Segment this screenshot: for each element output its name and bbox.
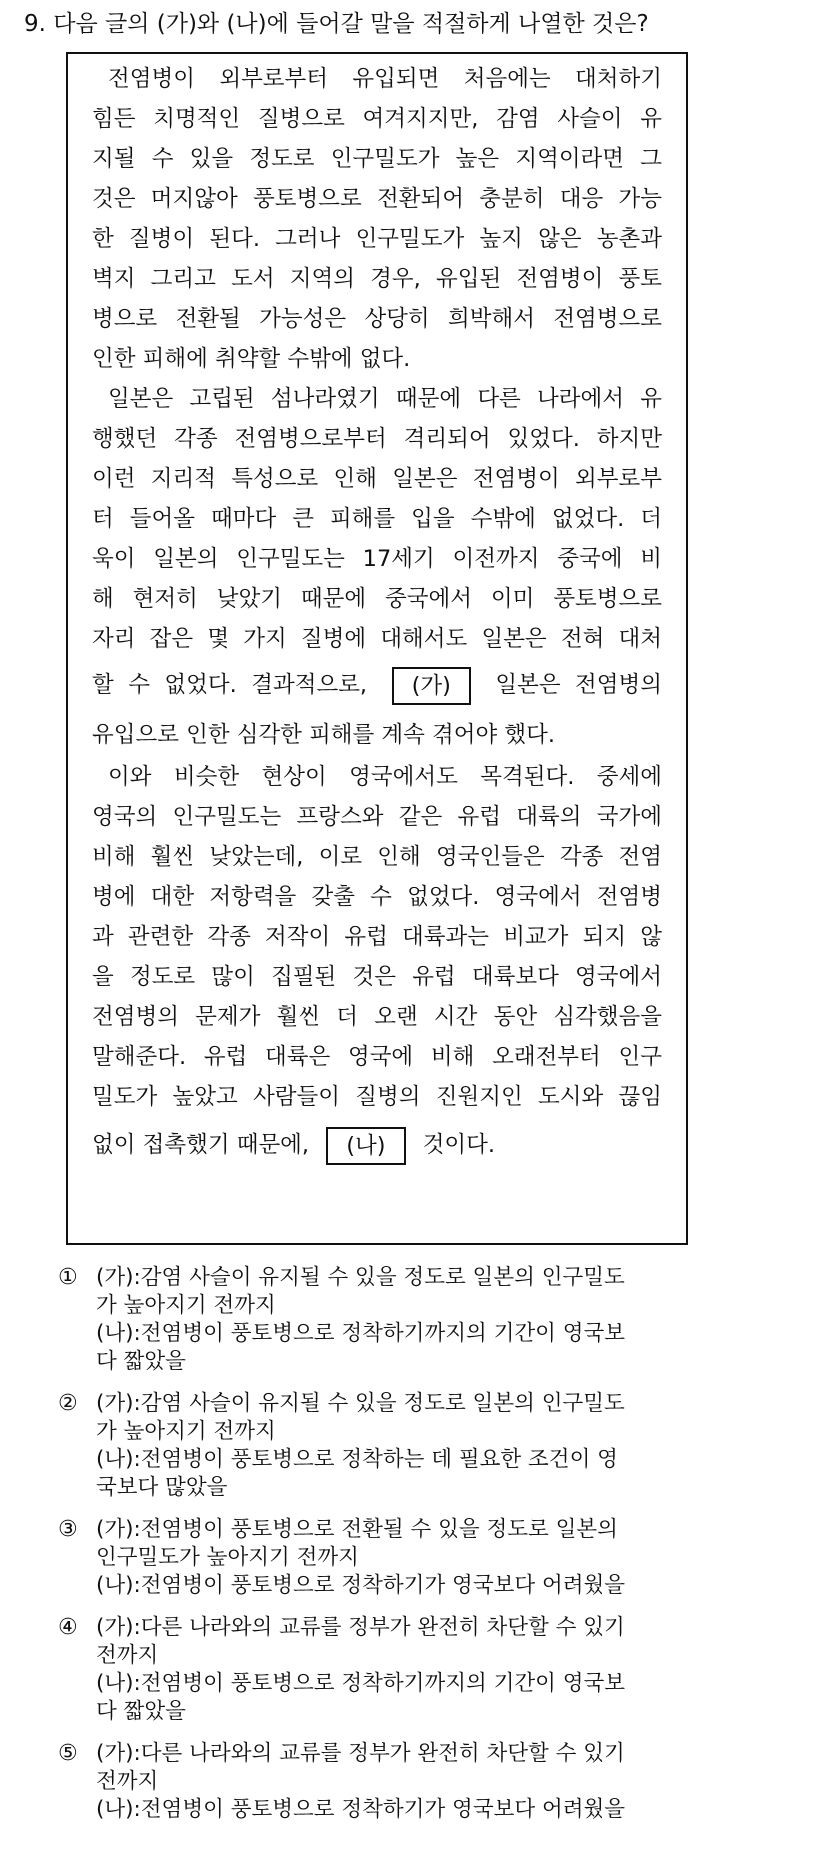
choice-3[interactable] <box>58 1516 818 1606</box>
passage-line: 영국의 인구밀도는 프랑스와 같은 유럽 대륙의 국가에 <box>92 804 662 830</box>
choice-line: (가):다른 나라와의 교류를 정부가 완전히 차단할 수 있기 <box>96 1615 625 1640</box>
passage-line: 비해 훨씬 낮았는데, 이로 인해 영국인들은 각종 전염 <box>92 844 662 870</box>
passage-line: 전염병이 외부로부터 유입되면 처음에는 대처하기 <box>108 66 662 92</box>
question-text: 다음 글의 (가)와 (나)에 들어갈 말을 적절하게 나열한 것은? <box>53 11 649 37</box>
blank-ga-box: (가) <box>392 667 471 705</box>
passage-line: 인한 피해에 취약할 수밖에 없다. <box>92 346 411 372</box>
passage-line: 전염병의 문제가 훨씬 더 오랜 시간 동안 심각했음을 <box>92 1004 662 1030</box>
passage-line: 일본은 고립된 섬나라였기 때문에 다른 나라에서 유 <box>108 386 662 412</box>
choice-line: (나):전염병이 풍토병으로 정착하기가 영국보다 어려웠을 <box>96 1573 626 1598</box>
passage-line: 이런 지리적 특성으로 인해 일본은 전염병이 외부로부 <box>92 466 662 492</box>
choice-2[interactable] <box>58 1390 818 1508</box>
passage-text: 것이다. <box>422 1132 496 1158</box>
passage-text: 할 수 없었다. 결과적으로, <box>92 672 368 698</box>
passage-line-with-blank-na <box>92 1126 662 1164</box>
choice-number: ① <box>58 1265 78 1290</box>
passage-line: 것은 머지않아 풍토병으로 전환되어 충분히 대응 가능 <box>92 186 662 212</box>
passage-line: 자리 잡은 몇 가지 질병에 대해서도 일본은 전혀 대처 <box>92 626 662 652</box>
choice-line: (가):감염 사슬이 유지될 수 있을 정도로 일본의 인구밀도 <box>96 1265 625 1290</box>
choice-line: 전까지 <box>96 1769 159 1794</box>
passage-line: 터 들어올 때마다 큰 피해를 입을 수밖에 없었다. 더 <box>92 506 662 532</box>
passage-line: 병에 대한 저항력을 갖출 수 없었다. 영국에서 전염병 <box>92 884 662 910</box>
passage-line: 병으로 전환될 가능성은 상당히 희박해서 전염병으로 <box>92 306 662 332</box>
passage-line: 밀도가 높았고 사람들이 질병의 진원지인 도시와 끊임 <box>92 1084 662 1110</box>
choice-line: (나):전염병이 풍토병으로 정착하는 데 필요한 조건이 영 <box>96 1447 618 1472</box>
passage-line: 지될 수 있을 정도로 인구밀도가 높은 지역이라면 그 <box>92 146 662 172</box>
choice-line: (가):다른 나라와의 교류를 정부가 완전히 차단할 수 있기 <box>96 1741 625 1766</box>
choice-1[interactable] <box>58 1264 818 1382</box>
choice-5[interactable] <box>58 1740 818 1830</box>
passage-text: 없이 접촉했기 때문에, <box>92 1132 310 1158</box>
choice-number: ④ <box>58 1615 78 1640</box>
question-header <box>24 6 814 42</box>
choice-line: (나):전염병이 풍토병으로 정착하기가 영국보다 어려웠을 <box>96 1797 626 1822</box>
choice-line: (가):감염 사슬이 유지될 수 있을 정도로 일본의 인구밀도 <box>96 1391 625 1416</box>
passage-line: 벽지 그리고 도서 지역의 경우, 유입된 전염병이 풍토 <box>92 266 662 292</box>
passage-line: 말해준다. 유럽 대륙은 영국에 비해 오래전부터 인구 <box>92 1044 662 1070</box>
blank-na-box: (나) <box>326 1127 405 1165</box>
choice-line: 국보다 많았을 <box>96 1475 228 1500</box>
passage-line: 과 관련한 각종 저작이 유럽 대륙과는 비교가 되지 않 <box>92 924 662 950</box>
passage-text: 일본은 전염병의 <box>495 672 662 698</box>
question-number: 9. <box>24 11 46 37</box>
passage-line-with-blank-ga <box>92 666 662 704</box>
choice-line: 가 높아지기 전까지 <box>96 1419 276 1444</box>
passage-line: 을 정도로 많이 집필된 것은 유럽 대륙보다 영국에서 <box>92 964 662 990</box>
choice-number: ② <box>58 1391 78 1416</box>
choice-line: 전까지 <box>96 1643 159 1668</box>
passage-line: 해 현저히 낮았기 때문에 중국에서 이미 풍토병으로 <box>92 586 662 612</box>
choice-line: 다 짧았을 <box>96 1699 186 1724</box>
choice-line: 다 짧았을 <box>96 1349 186 1374</box>
choice-4[interactable] <box>58 1614 818 1732</box>
passage-line: 힘든 치명적인 질병으로 여겨지지만, 감염 사슬이 유 <box>92 106 662 132</box>
passage-line: 한 질병이 된다. 그러나 인구밀도가 높지 않은 농촌과 <box>92 226 662 252</box>
passage-line: 행했던 각종 전염병으로부터 격리되어 있었다. 하지만 <box>92 426 662 452</box>
passage-box <box>66 52 688 1245</box>
passage-line: 유입으로 인한 심각한 피해를 계속 겪어야 했다. <box>92 722 556 748</box>
passage-line: 욱이 일본의 인구밀도는 17세기 이전까지 중국에 비 <box>92 546 662 572</box>
passage-line: 이와 비슷한 현상이 영국에서도 목격된다. 중세에 <box>108 764 662 790</box>
choice-number: ⑤ <box>58 1741 78 1766</box>
choice-line: (가):전염병이 풍토병으로 전환될 수 있을 정도로 일본의 <box>96 1517 618 1542</box>
choice-number: ③ <box>58 1517 78 1542</box>
choice-line: 인구밀도가 높아지기 전까지 <box>96 1545 359 1570</box>
choice-line: 가 높아지기 전까지 <box>96 1293 276 1318</box>
choice-line: (나):전염병이 풍토병으로 정착하기까지의 기간이 영국보 <box>96 1321 626 1346</box>
choice-line: (나):전염병이 풍토병으로 정착하기까지의 기간이 영국보 <box>96 1671 626 1696</box>
